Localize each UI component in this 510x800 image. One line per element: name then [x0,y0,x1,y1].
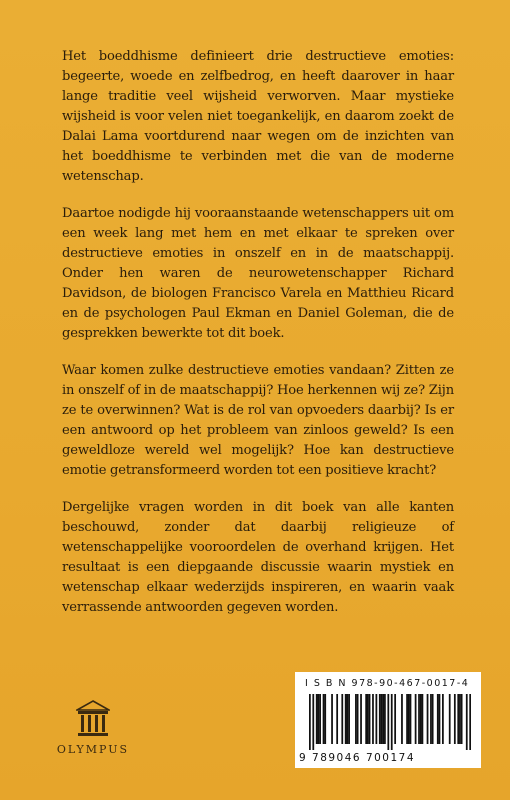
barcode-bar [341,694,343,744]
barcode-bar [449,694,451,744]
barcode-image [309,694,471,750]
barcode-bar [382,694,384,744]
barcode-bar [318,694,320,744]
barcode-area [295,672,481,768]
barcode-bar [319,694,321,744]
isbn-label: I S B N 978-90-467-0017-4 [305,678,470,689]
barcode-bar [410,694,412,744]
barcode-bar [324,694,326,744]
publisher-name: OLYMPUS [56,743,130,756]
barcode-bar [459,694,461,744]
barcode-bar [348,694,350,744]
barcode-bar [401,694,403,744]
blurb-paragraph: Het boeddhisme definieert drie destructieve emoties: begeerte, woede en zelfbedrog, en heeft daarover in haar lange traditie veel wijsheid verworven. Maar mystieke wijsheid is voor velen niet toegankelijk, en daarom zoekt de Dalai Lama voortdurend naar wegen om de inzichten van het boeddhisme te verbinden met die van de moderne wetenschap. [62,49,454,184]
barcode-bar [469,694,471,750]
barcode-bar [316,694,318,744]
barcode-bar [323,694,325,744]
barcode-bar [432,694,434,744]
barcode-bar [457,694,459,744]
barcode-bar [406,694,408,744]
barcode-bar [427,694,429,744]
barcode-bar [355,694,357,744]
barcode-bar [372,694,374,744]
barcode-bar [454,694,456,744]
barcode-bar [336,694,338,744]
barcode-bar [376,694,378,744]
barcode-bar [387,694,389,750]
barcode-bar [331,694,333,744]
barcode-bar [312,694,314,750]
blurb-text [62,47,454,635]
barcode-bar [345,694,347,744]
barcode-bar [384,694,386,744]
barcode-bar [347,694,349,744]
barcode-bar [442,694,444,744]
barcode-bar [422,694,424,744]
barcode-bar [408,694,410,744]
barcode-bar [420,694,422,744]
barcode-bar [360,694,362,744]
barcode-bar [461,694,463,744]
barcode-bar [357,694,359,744]
barcode-bar [381,694,383,744]
blurb-paragraph: Dergelijke vragen worden in dit boek van alle kanten beschouwd, zonder dat daarbij religieuze of wetenschappelijke vooroordelen de overhand krijgen. Het resultaat is een diepgaande discussie waarin mystiek en wetenschap elkaar wederzijds inspireren, en waarin vaak verrassende antwoorden gegeven worden. [62,500,454,615]
temple-columns-icon [76,700,110,738]
barcode-bar [430,694,432,744]
barcode-bar [379,694,381,744]
publisher-logo [56,700,130,756]
barcode-bar [367,694,369,744]
barcode-bar [439,694,441,744]
barcode-digits: 9 789046 700174 [299,752,416,764]
barcode-bar [394,694,396,744]
blurb-paragraph: Waar komen zulke destructieve emoties vandaan? Zitten ze in onszelf of in de maatschappij? Hoe herkennen wij ze? Zijn ze te overwinnen? Wat is de rol van opvoeders daarbij? Is er een antwoord op het probleem van zinloos geweld? Is een geweldloze wereld wel mogelijk? Hoe kan destructieve emotie getransformeerd worden tot een positieve kracht? [62,363,454,478]
barcode-bars [309,694,471,750]
barcode-bar [418,694,420,744]
barcode-bar [415,694,417,744]
barcode-bar [369,694,371,744]
barcode-bar [466,694,468,750]
barcode-bar [391,694,393,750]
barcode-bar [365,694,367,744]
blurb-paragraph: Daartoe nodigde hij vooraanstaande wetenschappers uit om een week lang met hem en met elkaar te spreken over destructieve emoties in onszelf en in de maatschappij. Onder hen waren de neurowetenschapper Richard Davidson, de biologen Francisco Varela en Matthieu Ricard en de psychologen Paul Ekman en Daniel Goleman, die de gesprekken bewerkte tot dit boek. [62,206,454,341]
barcode-bar [309,694,311,750]
barcode-bar [437,694,439,744]
